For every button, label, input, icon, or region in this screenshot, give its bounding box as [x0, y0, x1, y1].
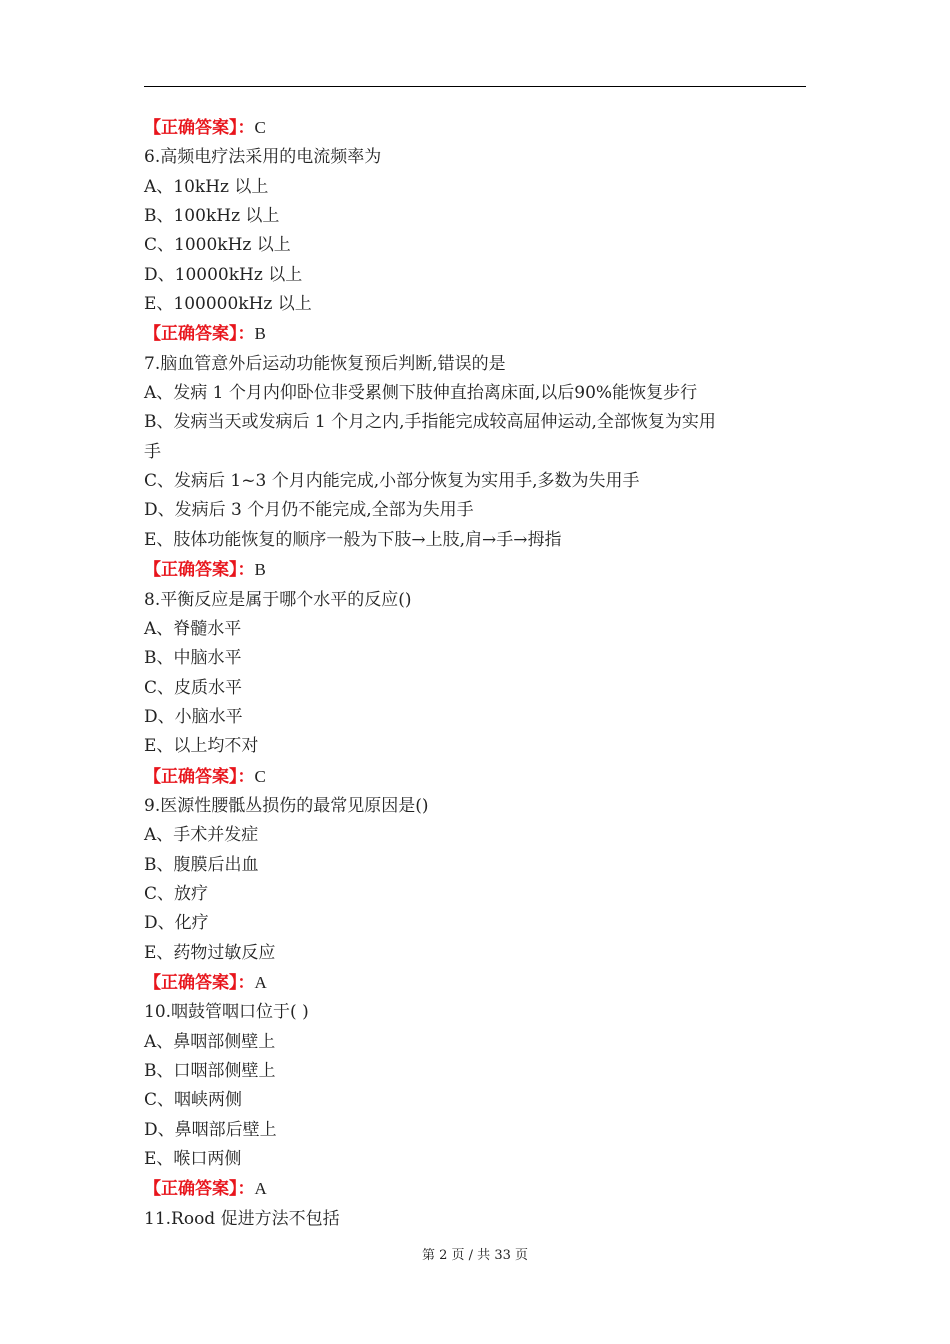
answer-line	[144, 555, 806, 585]
question-text: 9.医源性腰骶丛损伤的最常见原因是()	[144, 795, 429, 816]
answer-label: 【正确答案】：	[144, 324, 255, 345]
answer-value: A	[254, 1179, 267, 1199]
answer-value: B	[254, 560, 266, 580]
option-text: B、口咽部侧壁上	[144, 1061, 276, 1081]
option-text: C、放疗	[144, 883, 209, 904]
option-text: C、皮质水平	[144, 677, 243, 698]
question-text: 8.平衡反应是属于哪个水平的反应()	[144, 589, 412, 610]
answer-line	[144, 319, 806, 349]
page-footer: 第 2 页 / 共 33 页	[422, 1248, 528, 1263]
page-content	[144, 113, 806, 1234]
option-text: D、发病后 3 个月仍不能完成,全部为失用手	[144, 500, 474, 521]
option-text: B、腹膜后出血	[144, 854, 259, 875]
option-text: A、10kHz 以上	[144, 176, 269, 197]
answer-label: 【正确答案】：	[144, 118, 255, 138]
question-text: 11.Rood 促进方法不包括	[144, 1208, 340, 1229]
option-text: A、发病 1 个月内仰卧位非受累侧下肢伸直抬离床面,以后90%能恢复步行	[144, 383, 698, 404]
answer-label: 【正确答案】：	[144, 560, 255, 581]
answer-value: C	[254, 766, 266, 786]
answer-label: 【正确答案】：	[144, 972, 255, 993]
header-rule	[144, 86, 806, 87]
option-text: E、肢体功能恢复的顺序一般为下肢→上肢,肩→手→拇指	[144, 529, 562, 550]
option-text: E、喉口两侧	[144, 1149, 242, 1170]
option-text: D、10000kHz 以上	[144, 264, 303, 285]
option-text: D、化疗	[144, 913, 209, 934]
answer-line	[144, 113, 806, 143]
option-text: E、以上均不对	[144, 736, 259, 757]
option-text: C、发病后 1~3 个月内能完成,小部分恢复为实用手,多数为失用手	[144, 471, 640, 492]
option-text: B、100kHz 以上	[144, 206, 280, 227]
option-text: D、小脑水平	[144, 706, 243, 727]
answer-value: A	[254, 972, 267, 992]
option-text: B、中脑水平	[144, 648, 242, 669]
answer-label: 【正确答案】：	[144, 766, 255, 787]
question-text: 6.高频电疗法采用的电流频率为	[144, 147, 382, 168]
answer-line	[144, 968, 806, 998]
answer-line	[144, 1174, 806, 1204]
answer-label: 【正确答案】：	[144, 1179, 255, 1200]
option-text: E、100000kHz 以上	[144, 294, 312, 315]
option-text: E、药物过敏反应	[144, 942, 276, 963]
option-text: 手	[144, 441, 161, 462]
option-text: A、鼻咽部侧壁上	[144, 1031, 276, 1052]
answer-line	[144, 762, 806, 792]
option-text: C、咽峡两侧	[144, 1090, 243, 1111]
answer-value: C	[254, 118, 266, 137]
option-text: C、1000kHz 以上	[144, 235, 291, 256]
option-text: D、鼻咽部后壁上	[144, 1119, 277, 1140]
answer-value: B	[254, 324, 266, 344]
question-text: 10.咽鼓管咽口位于( )	[144, 1002, 309, 1023]
option-text: B、发病当天或发病后 1 个月之内,手指能完成较高屈伸运动,全部恢复为实用	[144, 412, 716, 433]
question-text: 7.脑血管意外后运动功能恢复预后判断,错误的是	[144, 353, 506, 374]
option-text: A、脊髓水平	[144, 618, 242, 639]
option-text: A、手术并发症	[144, 825, 259, 846]
